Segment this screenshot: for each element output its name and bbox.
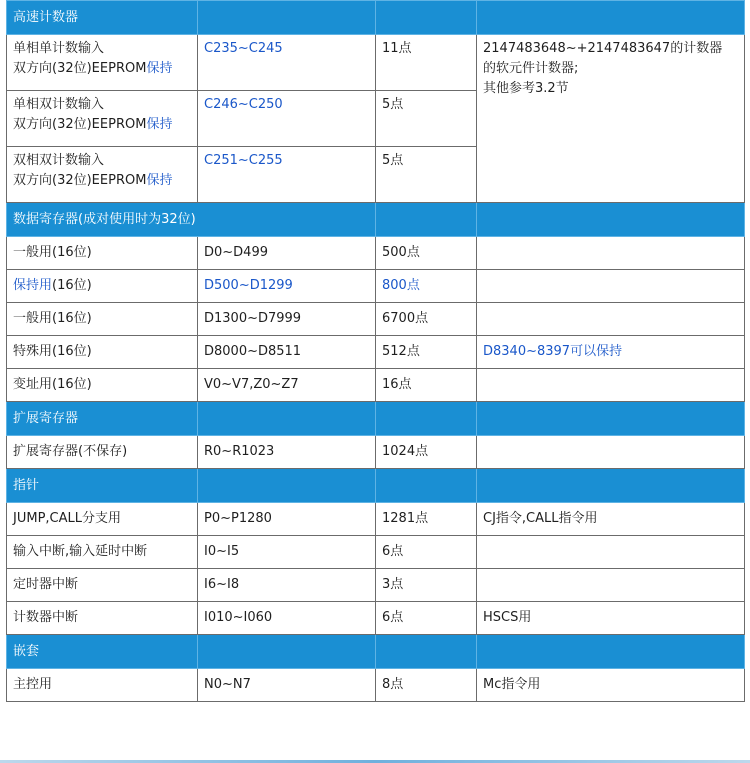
table-row [7,336,745,369]
table-row [7,436,745,469]
device-range-cell: I010~I060 [198,602,376,635]
device-name-cell: 主控用 [7,669,198,702]
table-row [7,536,745,569]
section-header-nesting [7,635,745,669]
device-count-cell: 5点 [376,147,477,203]
device-name-cell: 单相单计数输入 双方向(32位)EEPROM保持 [7,35,198,91]
device-name-cell: 保持用(16位) [7,270,198,303]
device-name-cell: 计数器中断 [7,602,198,635]
device-range-cell: D500~D1299 [198,270,376,303]
section-title: 数据寄存器(成对使用时为32位) [7,203,376,237]
device-range-cell: N0~N7 [198,669,376,702]
device-range-cell: I6~I8 [198,569,376,602]
device-range-cell: I0~I5 [198,536,376,569]
section-title: 嵌套 [7,635,198,669]
device-count-cell: 500点 [376,237,477,270]
device-note-cell: Mc指令用 [477,669,745,702]
device-count-cell: 5点 [376,91,477,147]
section-title: 高速计数器 [7,1,198,35]
device-note-cell: HSCS用 [477,602,745,635]
device-note-cell: 2147483648~+2147483647的计数器 的软元件计数器; 其他参考3.2节 [477,35,745,203]
device-name-cell: 双相双计数输入 双方向(32位)EEPROM保持 [7,147,198,203]
device-range-cell: P0~P1280 [198,503,376,536]
device-range-cell: V0~V7,Z0~Z7 [198,369,376,402]
device-range-cell: R0~R1023 [198,436,376,469]
device-count-cell: 1281点 [376,503,477,536]
section-header-data-register [7,203,745,237]
device-spec-table [6,0,745,702]
table-row [7,35,745,91]
device-note-cell [477,369,745,402]
device-range-cell: C251~C255 [198,147,376,203]
table-row [7,503,745,536]
device-range-cell: C246~C250 [198,91,376,147]
table-row [7,303,745,336]
table-row [7,237,745,270]
device-count-cell: 6点 [376,602,477,635]
device-count-cell: 3点 [376,569,477,602]
device-name-cell: 单相双计数输入 双方向(32位)EEPROM保持 [7,91,198,147]
device-range-cell: D1300~D7999 [198,303,376,336]
device-note-cell: CJ指令,CALL指令用 [477,503,745,536]
table-row [7,369,745,402]
device-name-cell: 变址用(16位) [7,369,198,402]
section-header-high-speed-counter [7,1,745,35]
device-count-cell: 11点 [376,35,477,91]
device-name-cell: JUMP,CALL分支用 [7,503,198,536]
device-range-cell: D8000~D8511 [198,336,376,369]
device-range-cell: C235~C245 [198,35,376,91]
device-count-cell: 512点 [376,336,477,369]
table-row [7,270,745,303]
table-row [7,602,745,635]
device-range-cell: D0~D499 [198,237,376,270]
device-note-cell [477,270,745,303]
device-note-cell [477,569,745,602]
device-name-cell: 特殊用(16位) [7,336,198,369]
section-title: 扩展寄存器 [7,402,198,436]
device-note-cell [477,436,745,469]
device-name-cell: 一般用(16位) [7,303,198,336]
device-name-cell: 输入中断,输入延时中断 [7,536,198,569]
device-note-cell [477,237,745,270]
device-name-cell: 一般用(16位) [7,237,198,270]
section-title: 指针 [7,469,198,503]
table-row [7,669,745,702]
device-count-cell: 800点 [376,270,477,303]
device-note-cell [477,303,745,336]
device-name-cell: 扩展寄存器(不保存) [7,436,198,469]
device-name-cell: 定时器中断 [7,569,198,602]
device-note-cell: D8340~8397可以保持 [477,336,745,369]
device-count-cell: 8点 [376,669,477,702]
device-count-cell: 16点 [376,369,477,402]
device-count-cell: 6700点 [376,303,477,336]
section-header-extension-register [7,402,745,436]
device-count-cell: 6点 [376,536,477,569]
device-count-cell: 1024点 [376,436,477,469]
table-row [7,569,745,602]
section-header-pointer [7,469,745,503]
device-note-cell [477,536,745,569]
